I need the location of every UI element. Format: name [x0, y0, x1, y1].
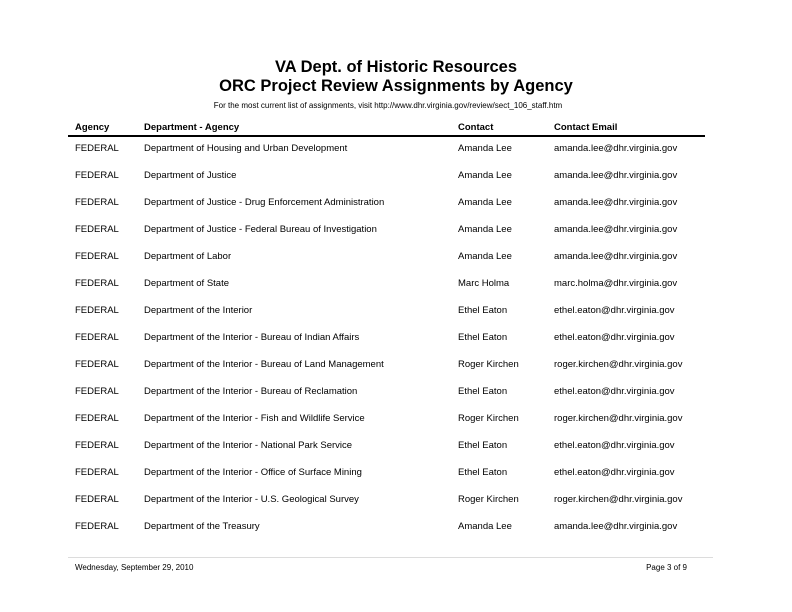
cell-contact: Amanda Lee [458, 521, 512, 532]
cell-email: ethel.eaton@dhr.virginia.gov [554, 467, 675, 478]
cell-agency: FEDERAL [75, 440, 119, 451]
cell-agency: FEDERAL [75, 278, 119, 289]
cell-department: Department of the Interior - National Park Service [144, 440, 353, 451]
cell-department: Department of State [144, 278, 230, 289]
cell-agency: FEDERAL [75, 197, 119, 208]
table-row [0, 494, 792, 508]
cell-email: amanda.lee@dhr.virginia.gov [554, 251, 678, 262]
cell-department: Department of the Interior - Fish and Wildlife Service [144, 413, 365, 424]
cell-department: Department of Labor [144, 251, 232, 262]
cell-agency: FEDERAL [75, 467, 119, 478]
column-header-contact: Contact [458, 122, 494, 133]
table-row [0, 332, 792, 346]
table-row [0, 413, 792, 427]
cell-contact: Ethel Eaton [458, 440, 508, 451]
cell-contact: Amanda Lee [458, 224, 512, 235]
title-line-2: ORC Project Review Assignments by Agency [219, 77, 573, 95]
cell-department: Department of the Interior - Office of Surface Mining [144, 467, 362, 478]
cell-department: Department of the Interior - U.S. Geological Survey [144, 494, 359, 505]
table-row [0, 305, 792, 319]
cell-department: Department of Housing and Urban Development [144, 143, 348, 154]
cell-agency: FEDERAL [75, 413, 119, 424]
column-header-email: Contact Email [554, 122, 618, 133]
table-row [0, 440, 792, 454]
cell-contact: Ethel Eaton [458, 467, 508, 478]
cell-contact: Roger Kirchen [458, 413, 519, 424]
cell-email: amanda.lee@dhr.virginia.gov [554, 143, 678, 154]
cell-agency: FEDERAL [75, 359, 119, 370]
table-row [0, 359, 792, 373]
cell-email: marc.holma@dhr.virginia.gov [554, 278, 678, 289]
cell-agency: FEDERAL [75, 494, 119, 505]
cell-email: amanda.lee@dhr.virginia.gov [554, 170, 678, 181]
cell-agency: FEDERAL [75, 251, 119, 262]
cell-department: Department of the Interior [144, 305, 253, 316]
cell-email: ethel.eaton@dhr.virginia.gov [554, 332, 675, 343]
cell-department: Department of the Interior - Bureau of Reclamation [144, 386, 358, 397]
cell-contact: Ethel Eaton [458, 332, 508, 343]
cell-email: ethel.eaton@dhr.virginia.gov [554, 305, 675, 316]
cell-contact: Amanda Lee [458, 197, 512, 208]
column-header-department: Department - Agency [144, 122, 240, 133]
table-row [0, 170, 792, 184]
title-line-1: VA Dept. of Historic Resources [274, 58, 518, 76]
footer-page-number: Page 3 of 9 [646, 563, 687, 572]
cell-contact: Amanda Lee [458, 170, 512, 181]
cell-agency: FEDERAL [75, 332, 119, 343]
table-row [0, 521, 792, 535]
header-divider [68, 135, 705, 137]
subtitle-note: For the most current list of assignments, visit http://www.dhr.virginia.gov/review/sect_106_staff.htm [213, 101, 563, 110]
cell-contact: Roger Kirchen [458, 359, 519, 370]
cell-department: Department of Justice [144, 170, 237, 181]
cell-email: amanda.lee@dhr.virginia.gov [554, 224, 678, 235]
footer-divider [68, 557, 713, 558]
cell-contact: Ethel Eaton [458, 305, 508, 316]
cell-contact: Amanda Lee [458, 143, 512, 154]
cell-department: Department of Justice - Drug Enforcement Administration [144, 197, 385, 208]
table-row [0, 278, 792, 292]
cell-email: amanda.lee@dhr.virginia.gov [554, 521, 678, 532]
cell-email: ethel.eaton@dhr.virginia.gov [554, 440, 675, 451]
cell-email: ethel.eaton@dhr.virginia.gov [554, 386, 675, 397]
cell-agency: FEDERAL [75, 224, 119, 235]
table-row [0, 197, 792, 211]
column-header-agency: Agency [75, 122, 110, 133]
cell-contact: Marc Holma [458, 278, 510, 289]
cell-email: roger.kirchen@dhr.virginia.gov [554, 413, 683, 424]
cell-agency: FEDERAL [75, 305, 119, 316]
cell-agency: FEDERAL [75, 143, 119, 154]
cell-agency: FEDERAL [75, 386, 119, 397]
cell-agency: FEDERAL [75, 170, 119, 181]
cell-contact: Amanda Lee [458, 251, 512, 262]
table-row [0, 251, 792, 265]
table-row [0, 143, 792, 157]
cell-email: roger.kirchen@dhr.virginia.gov [554, 359, 683, 370]
cell-email: amanda.lee@dhr.virginia.gov [554, 197, 678, 208]
cell-department: Department of Justice - Federal Bureau of Investigation [144, 224, 377, 235]
cell-contact: Ethel Eaton [458, 386, 508, 397]
table-row [0, 386, 792, 400]
footer-date: Wednesday, September 29, 2010 [75, 563, 194, 572]
table-row [0, 467, 792, 481]
cell-department: Department of the Interior - Bureau of Indian Affairs [144, 332, 360, 343]
cell-department: Department of the Interior - Bureau of Land Management [144, 359, 384, 370]
cell-contact: Roger Kirchen [458, 494, 519, 505]
cell-department: Department of the Treasury [144, 521, 260, 532]
table-row [0, 224, 792, 238]
cell-agency: FEDERAL [75, 521, 119, 532]
cell-email: roger.kirchen@dhr.virginia.gov [554, 494, 683, 505]
